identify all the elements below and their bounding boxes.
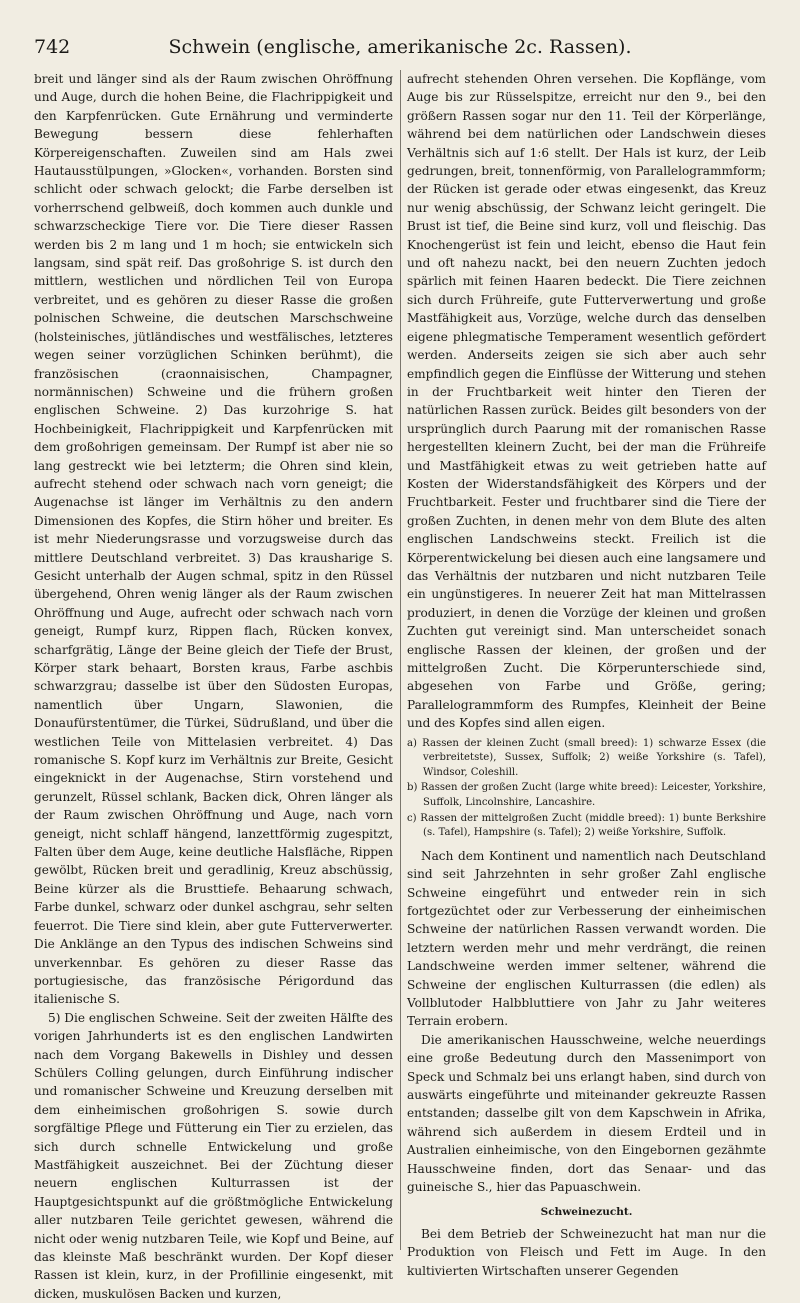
running-head: Schwein (englische, amerikanische 2c. Rassen). [168, 36, 632, 58]
paragraph: Die amerikanischen Hausschweine, welche neuerdings eine große Bedeutung durch den Massenimport von Speck und Schmalz bei uns erlangt haben, sind durch von auswärts eingeführte und miteinander gekreuzte Rassen entstanden; dasselbe gilt von dem Kapschwein in Afrika, während sich außerdem in diesem Erdteil und in Australien einheimische, von den Eingebornen gezähmte Hausschweine finden, dort das Senaar- und das guineische S., hier das Papuaschwein. [407, 1032, 766, 1195]
left-column [34, 70, 393, 1301]
paragraph: 5) Die englischen Schweine. Seit der zweiten Hälfte des vorigen Jahrhunderts ist es den englischen Landwirten nach dem Vorgang Bakewells in Dishley und dessen Schülers Colling gelungen, durch Einführung indischer und romanischer Schweine und Kreuzung derselben mit dem einheimischen großohrigen S. sowie durch sorgfältige Pflege und Fütterung ein Tier zu erzielen, das sich durch schnelle Entwickelung und große Mastfähigkeit auszeichnet. Bei der Züchtung dieser neuern englischen Kulturrassen ist der Hauptgesichtspunkt auf die größtmögliche Entwickelung aller nutzbaren Teile gerichtet gewesen, während die nicht oder wenig nutzbaren Teile, wie Kopf und Beine, auf das kleinste Maß beschränkt wurden. Der Kopf dieser Rassen ist klein, kurz, in der Profillinie eingesenkt, mit dicken, muskulösen Backen und kurzen, [34, 1010, 393, 1301]
paragraph: Nach dem Kontinent und namentlich nach Deutschland sind seit Jahrzehnten in sehr großer Zahl englische Schweine eingeführt und entweder rein in sich fortgezüchtet oder zur Verbesserung der einheimischen Schweine der natürlichen Rassen verwandt worden. Die letztern werden mehr und mehr verdrängt, die reinen Landschweine werden immer seltener, während die Schweine der englischen Kulturrassen (die edlen) als Vollblutoder Halbbluttiere von Jahr zu Jahr weiteres Terrain erobern. [407, 848, 766, 1029]
paragraph: aufrecht stehenden Ohren versehen. Die Kopflänge, vom Auge bis zur Rüsselspitze, erreicht nur den 9., bei den größern Rassen sogar nur den 11. Teil der Körperlänge, während bei dem natürlichen oder Landschwein dieses Verhältnis sich auf 1:6 stellt. Der Hals ist kurz, der Leib gedrungen, breit, tonnenförmig, von Parallelogrammform; der Rücken ist gerade oder etwas eingesenkt, das Kreuz nur wenig abschüssig, der Schwanz leicht geringelt. Die Brust ist tief, die Beine sind kurz, voll und fleischig. Das Knochengerüst ist fein und leicht, ebenso die Haut fein und oft nahezu nackt, bei den neuern Zuchten jedoch spärlich mit feinen Haaren bedeckt. Die Tiere zeichnen sich durch Frühreife, gute Futterverwertung und große Mastfähigkeit aus, Vorzüge, welche durch das denselben eigene phlegmatische Temperament wesentlich gefördert werden. Anderseits zeigen sie sich aber auch sehr empfindlich gegen die Einflüsse der Witterung und stehen in der Fruchtbarkeit weit hinter den Tieren der natürlichen Rassen zurück. Beides gilt besonders von der ursprünglich durch Paarung mit der romanischen Rasse hergestellten kleinern Zucht, bei der man die Frühreife und Mastfähigkeit etwas zu weit getrieben hatte auf Kosten der Widerstandsfähigkeit des Körpers und der Fruchtbarkeit. Fester und fruchtbarer sind die Tiere der großen Zuchten, in denen mehr von dem Blute des alten englischen Landschweins steckt. Freilich ist die Körperentwickelung bei diesen auch eine langsamere und das Verhältnis der nutzbaren und nicht nutzbaren Teile ein ungünstigeres. In neuerer Zeit hat man Mittelrassen produziert, in denen die Vorzüge der kleinen und großen Zuchten gut vereinigt sind. Man unterscheidet sonach englische Rassen der kleinen, der großen und der mittelgroßen Zucht. Die Körperunterschiede sind, abgesehen von Farbe und Größe, gering; Parallelogrammform des Rumpfes, Kleinheit der Beine und des Kopfes sind allen eigen. [407, 72, 766, 731]
list-item: a) Rassen der kleinen Zucht (small breed): 1) schwarze Essex (die verbreitetste), Sussex, Suffolk; 2) weiße Yorkshire (s. Tafel), Windsor, Coleshill. [407, 737, 766, 778]
paragraph: Bei dem Betrieb der Schweinezucht hat man nur die Produktion von Fleisch und Fett im Auge. In den kultivierten Wirtschaften unserer Gegenden [407, 1226, 766, 1278]
text-columns [34, 70, 766, 1301]
page-number: 742 [34, 36, 71, 58]
list-item: c) Rassen der mittelgroßen Zucht (middle breed): 1) bunte Berkshire (s. Tafel), Hampshire (s. Tafel); 2) weiße Yorkshire, Suffolk. [407, 812, 766, 839]
right-column [407, 70, 766, 1278]
paragraph: breit und länger sind als der Raum zwischen Ohröffnung und Auge, durch die hohen Beine, die Flachrippigkeit und den Karpfenrücken. Gute Ernährung und verminderte Bewegung bessern diese fehlerhaften Körpereigenschaften. Zuweilen sind am Hals zwei Hautausstülpungen, »Glocken«, vorhanden. Borsten sind schlicht oder schwach gelockt; die Farbe derselben ist vorherrschend gelbweiß, doch kommen auch dunkle und schwarzscheckige Tiere vor. Die Tiere dieser Rassen werden bis 2 m lang und 1 m hoch; sie entwickeln sich langsam, sind spät reif. Das großohrige S. ist durch den mittlern, westlichen und nördlichen Teil von Europa verbreitet, und es gehören zu dieser Rasse die großen polnischen Schweine, die deutschen Marschschweine (holsteinisches, jütländisches und westfälisches, letzteres wegen seiner vorzüglichen Schinken berühmt), die französischen (craonnaisischen, Champagner, normännischen) Schweine und die frühern großen englischen Schweine. 2) Das kurzohrige S. hat Hochbeinigkeit, Flachrippigkeit und Karpfenrücken mit dem großohrigen gemeinsam. Der Rumpf ist aber nie so lang gestreckt wie bei letzterm; die Ohren sind klein, aufrecht stehend oder schwach nach vorn geneigt; die Augenachse ist länger im Verhältnis zu den andern Dimensionen des Kopfes, die Stirn höher und breiter. Es ist mehr Niederungsrasse und vorzugsweise durch das mittlere Deutschland verbreitet. 3) Das krausharige S. Gesicht unterhalb der Augen schmal, spitz in den Rüssel übergehend, Ohren wenig länger als der Raum zwischen Ohröffnung und Auge, aufrecht oder schwach nach vorn geneigt, Rumpf kurz, Rippen flach, Rücken konvex, scharfgrätig, Länge der Beine gleich der Tiefe der Brust, Körper stark behaart, Borsten kraus, Farbe aschbis schwarzgrau; dasselbe ist über den Südosten Europas, namentlich über Ungarn, Slawonien, die Donaufürstentümer, die Türkei, Südrußland, und über die westlichen Teile von Mittelasien verbreitet. 4) Das romanische S. Kopf kurz im Verhältnis zur Breite, Gesicht eingeknickt in der Augenachse, Stirn vorstehend und gerunzelt, Rüssel schlank, Backen dick, Ohren länger als der Raum zwischen Ohröffnung und Auge, nach vorn geneigt, nicht schlaff hängend, lanzettförmig zugespitzt, Falten über dem Auge, keine deutliche Halsfläche, Rippen gewölbt, Rücken breit und geradlinig, Kreuz abschüssig, Beine kürzer als die Brusttiefe. Behaarung schwach, Farbe dunkel, schwarz oder dunkel aschgrau, sehr selten feuerrot. Die Tiere sind klein, aber gute Futterverwerter. Die Anklänge an den Typus des indischen Schweins sind unverkennbar. Es gehören zu dieser Rasse das portugiesische, das französische Périgordund das italienische S. [34, 72, 393, 1007]
column-divider [400, 70, 401, 1250]
section-heading: Schweinezucht. [540, 1205, 633, 1218]
page-header [34, 36, 766, 70]
breed-list [407, 737, 766, 841]
list-item: b) Rassen der großen Zucht (large white breed): Leicester, Yorkshire, Suffolk, Lincolnshire, Lancashire. [407, 782, 766, 808]
